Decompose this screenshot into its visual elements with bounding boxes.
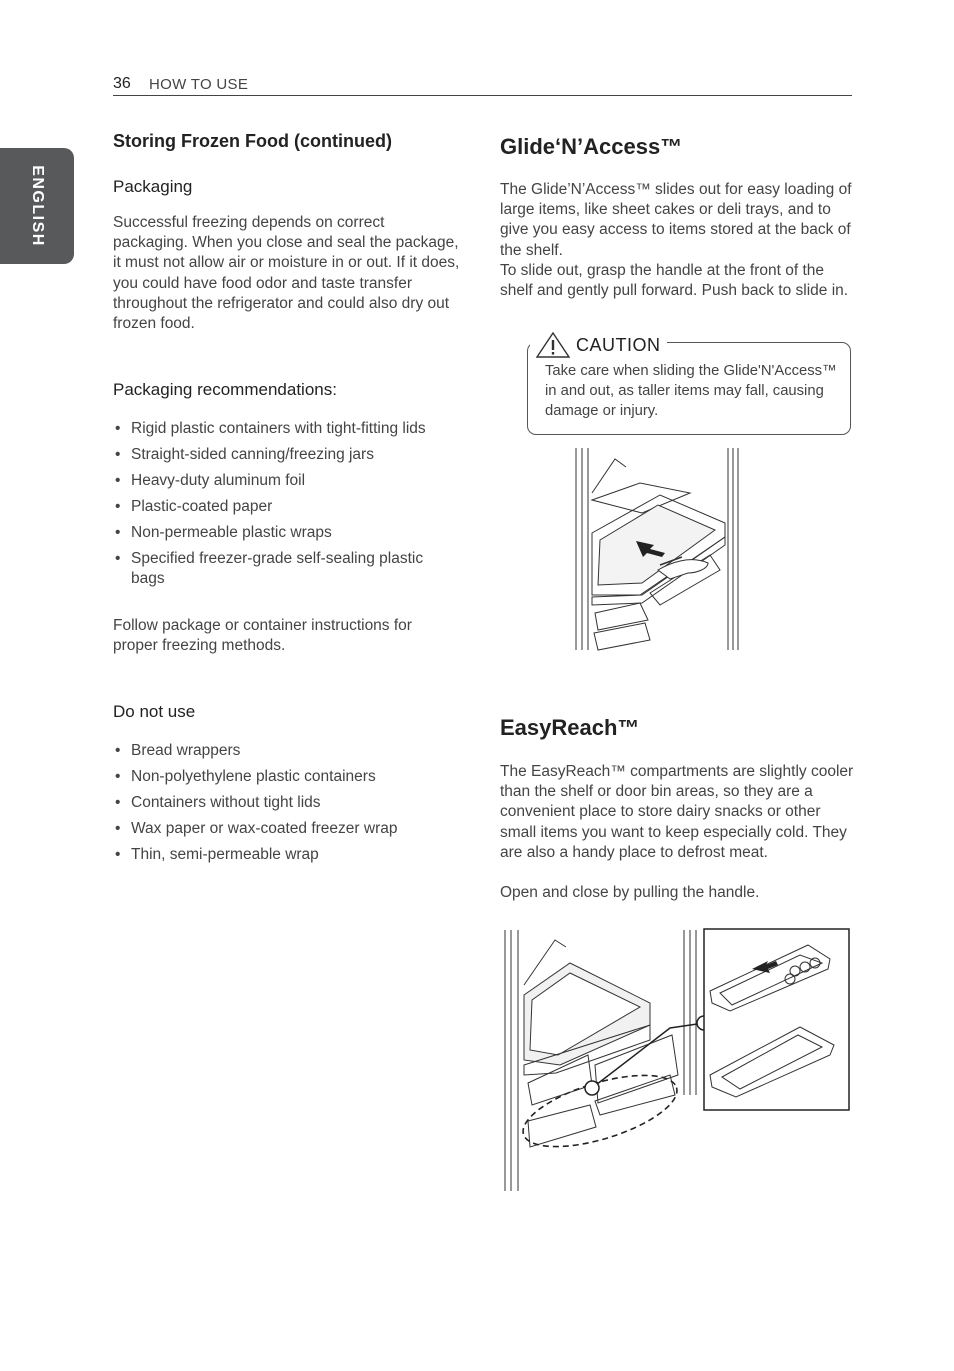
list-item: • Rigid plastic containers with tight-fitting lids xyxy=(113,419,453,439)
do-not-use-heading: Do not use xyxy=(113,702,196,721)
glide-n-access-illustration xyxy=(570,445,745,651)
easyreach-description: The EasyReach™ compartments are slightly cooler than the shelf or door bin areas, so they are a convenient place to store dairy snacks or other small items you want to keep especially cold. They are also a handy place to defrost meat. xyxy=(500,763,854,861)
language-tab xyxy=(0,148,74,264)
section-title: HOW TO USE xyxy=(149,76,249,93)
caution-text: Take care when sliding the Glide'N'Access™ in and out, as taller items may fall, causing damage or injury. xyxy=(545,363,837,420)
packaging-text: Successful freezing depends on correct packaging. When you close and seal the package, it must not allow air or moisture in or out. If it does, you could have food odor and taste transfer throughout the refrigerator and could also dry out frozen food. xyxy=(113,214,460,333)
language-tab-label: ENGLISH xyxy=(29,165,46,247)
do-not-use-list xyxy=(113,741,453,871)
caution-label xyxy=(530,332,667,358)
list-item: • Wax paper or wax-coated freezer wrap xyxy=(113,819,453,839)
list-item: • Heavy-duty aluminum foil xyxy=(113,471,453,491)
packaging-recommendations-heading: Packaging recommendations: xyxy=(113,380,337,399)
storing-frozen-food-title: Storing Frozen Food (continued) xyxy=(113,131,392,151)
list-item: • Containers without tight lids xyxy=(113,793,453,813)
list-item: • Non-permeable plastic wraps xyxy=(113,523,453,543)
easyreach-instructions: Open and close by pulling the handle. xyxy=(500,884,760,901)
caution-title: CAUTION xyxy=(576,334,661,355)
easyreach-illustration xyxy=(500,925,852,1193)
glide-n-access-instructions: To slide out, grasp the handle at the front of the shelf and gently pull forward. Push back to slide in. xyxy=(500,262,849,300)
glide-n-access-title: Glide‘N’Access™ xyxy=(500,134,683,159)
page-header xyxy=(113,74,852,96)
follow-instructions-text: Follow package or container instructions for proper freezing methods. xyxy=(113,617,412,655)
list-item: • Plastic-coated paper xyxy=(113,497,453,517)
page-number: 36 xyxy=(113,75,131,92)
list-item: • Specified freezer-grade self-sealing plastic bags xyxy=(113,549,453,589)
glide-n-access-description: The Glide’N’Access™ slides out for easy loading of large items, like sheet cakes or deli trays, and to give you easy access to items stored at the back of the shelf. xyxy=(500,181,852,259)
packaging-heading: Packaging xyxy=(113,177,193,196)
list-item: • Straight-sided canning/freezing jars xyxy=(113,445,453,465)
warning-triangle-icon xyxy=(536,332,570,358)
list-item: • Thin, semi-permeable wrap xyxy=(113,845,453,865)
list-item: • Bread wrappers xyxy=(113,741,453,761)
easyreach-title: EasyReach™ xyxy=(500,715,640,740)
list-item: • Non-polyethylene plastic containers xyxy=(113,767,453,787)
recommendations-list xyxy=(113,419,453,595)
